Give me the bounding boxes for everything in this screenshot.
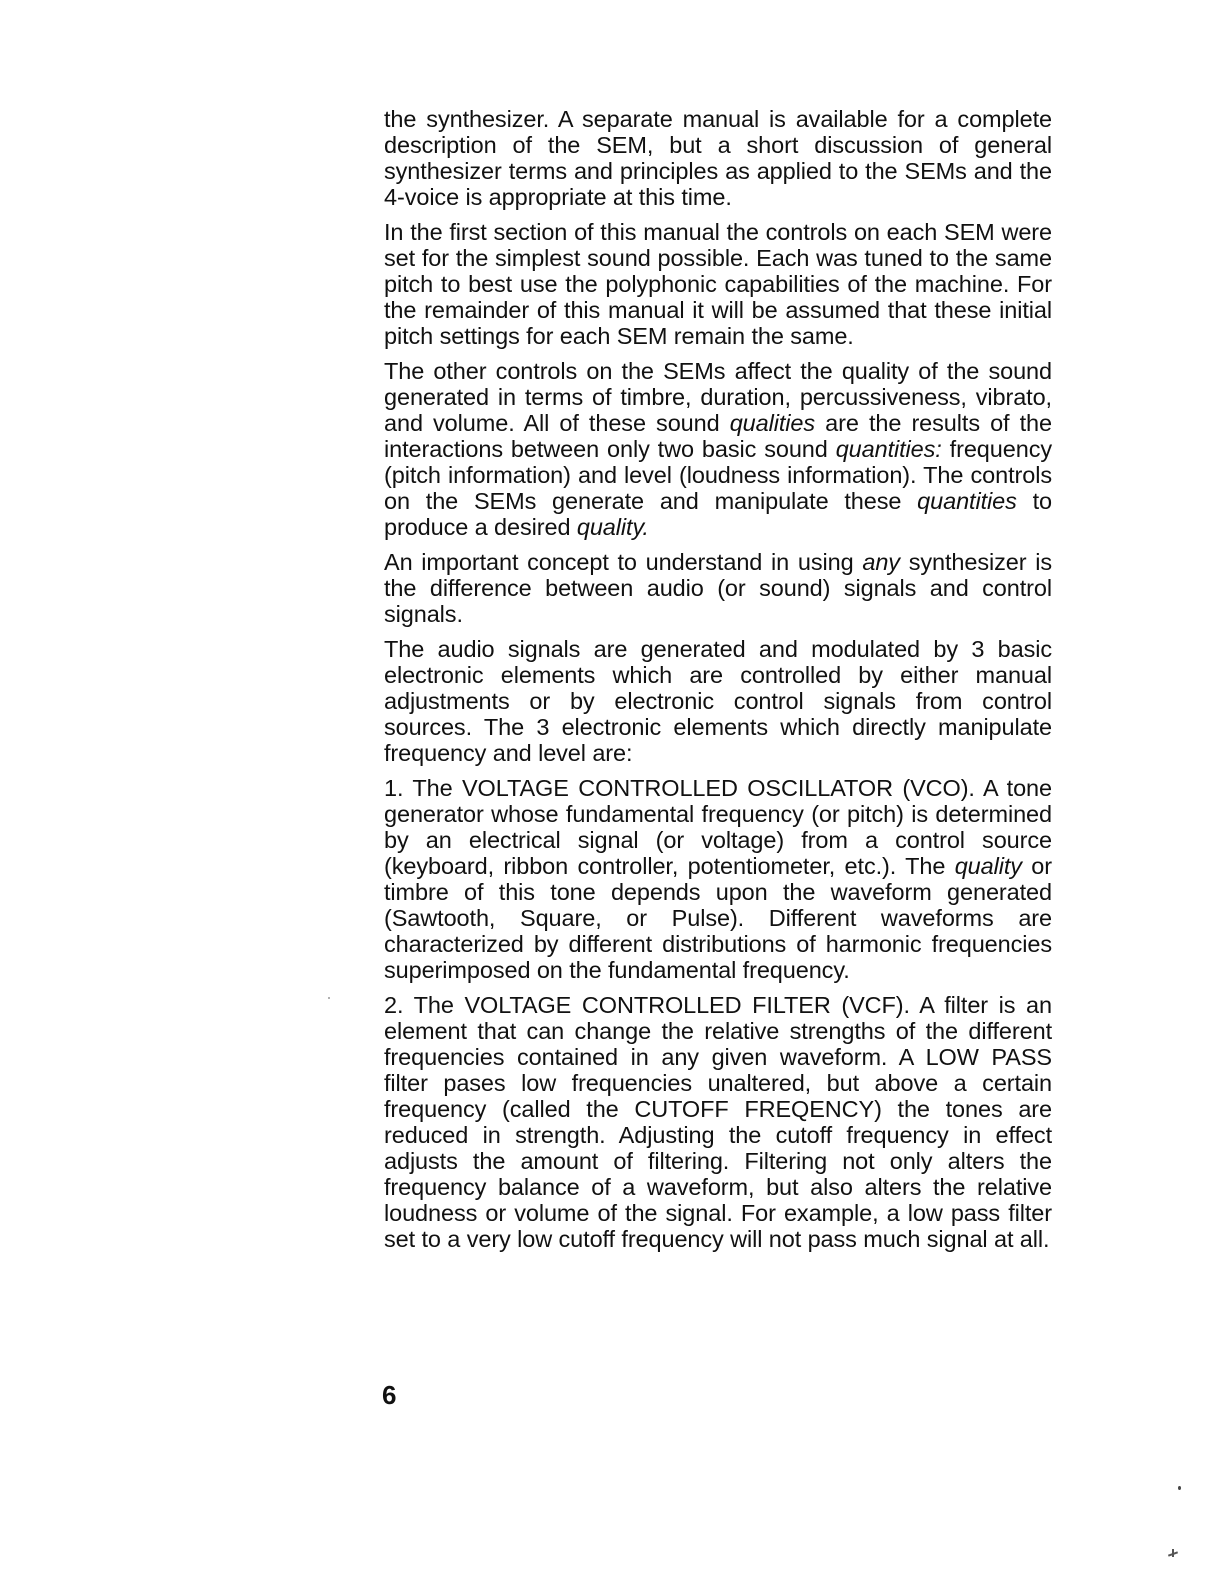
scan-speck <box>328 997 330 999</box>
paragraph-other-controls: The other controls on the SEMs affect the quality of the sound generated in terms of timbre, duration, percussiveness, vibrato, and volume. All of these sound qualities are the results of the interactions between only two basic sound quantities: frequency (pitch information) and level (loudness information). The controls on the SEMs generate and manipulate these quantities to produce a desired quality. <box>384 358 1053 540</box>
italic-emphasis: quality <box>954 853 1022 879</box>
scan-speck <box>1178 1486 1181 1490</box>
scan-mark <box>1166 1549 1180 1559</box>
paragraph-vcf: 2. The VOLTAGE CONTROLLED FILTER (VCF). A filter is an element that can change the relative strengths of the different frequencies contained in any given waveform. A LOW PASS filter pases low frequencies unaltered, but above a certain frequency (called the CUTOFF FREQENCY) the tones are reduced in strength. Adjusting the cutoff frequency in effect adjusts the amount of filtering. Filtering not only alters the frequency balance of a waveform, but also alters the relative loudness or volume of the signal. For example, a low pass filter set to a very low cutoff frequency will not pass much signal at all. <box>384 992 1052 1252</box>
paragraph-sem-intro: the synthesizer. A separate manual is available for a complete description of the SEM, but a short discussion of general synthesizer terms and principles as applied to the SEMs and the 4-voice is appropriate at this time. <box>384 106 1052 210</box>
paragraph-audio-signals: The audio signals are generated and modulated by 3 basic electronic elements which are controlled by either manual adjustments or by electronic control signals from control sources. The 3 electronic elements which directly manipulate frequency and level are: <box>384 636 1052 766</box>
italic-emphasis: quantities: <box>835 436 942 462</box>
italic-emphasis: quantities <box>917 488 1017 514</box>
italic-emphasis: qualities <box>729 410 816 436</box>
page-number: 6 <box>382 1380 397 1410</box>
paragraph-important-concept: An important concept to understand in using any synthesizer is the difference between audio (or sound) signals and control signals. <box>384 549 1052 627</box>
body-text-column <box>384 106 1052 1261</box>
italic-emphasis: any <box>862 549 900 575</box>
italic-emphasis: quality. <box>576 514 649 540</box>
paragraph-first-section: In the first section of this manual the controls on each SEM were set for the simplest sound possible. Each was tuned to the same pitch to best use the polyphonic capabilities of the machine. For the remainder of this manual it will be assumed that these initial pitch settings for each SEM remain the same. <box>384 219 1052 349</box>
paragraph-vco: 1. The VOLTAGE CONTROLLED OSCILLATOR (VCO). A tone generator whose fundamental frequency (or pitch) is determined by an electrical signal (or voltage) from a control source (keyboard, ribbon controller, potentiometer, etc.). The quality or timbre of this tone depends upon the waveform generated (Sawtooth, Square, or Pulse). Different waveforms are characterized by different distributions of harmonic frequencies superimposed on the fundamental frequency. <box>384 775 1053 983</box>
